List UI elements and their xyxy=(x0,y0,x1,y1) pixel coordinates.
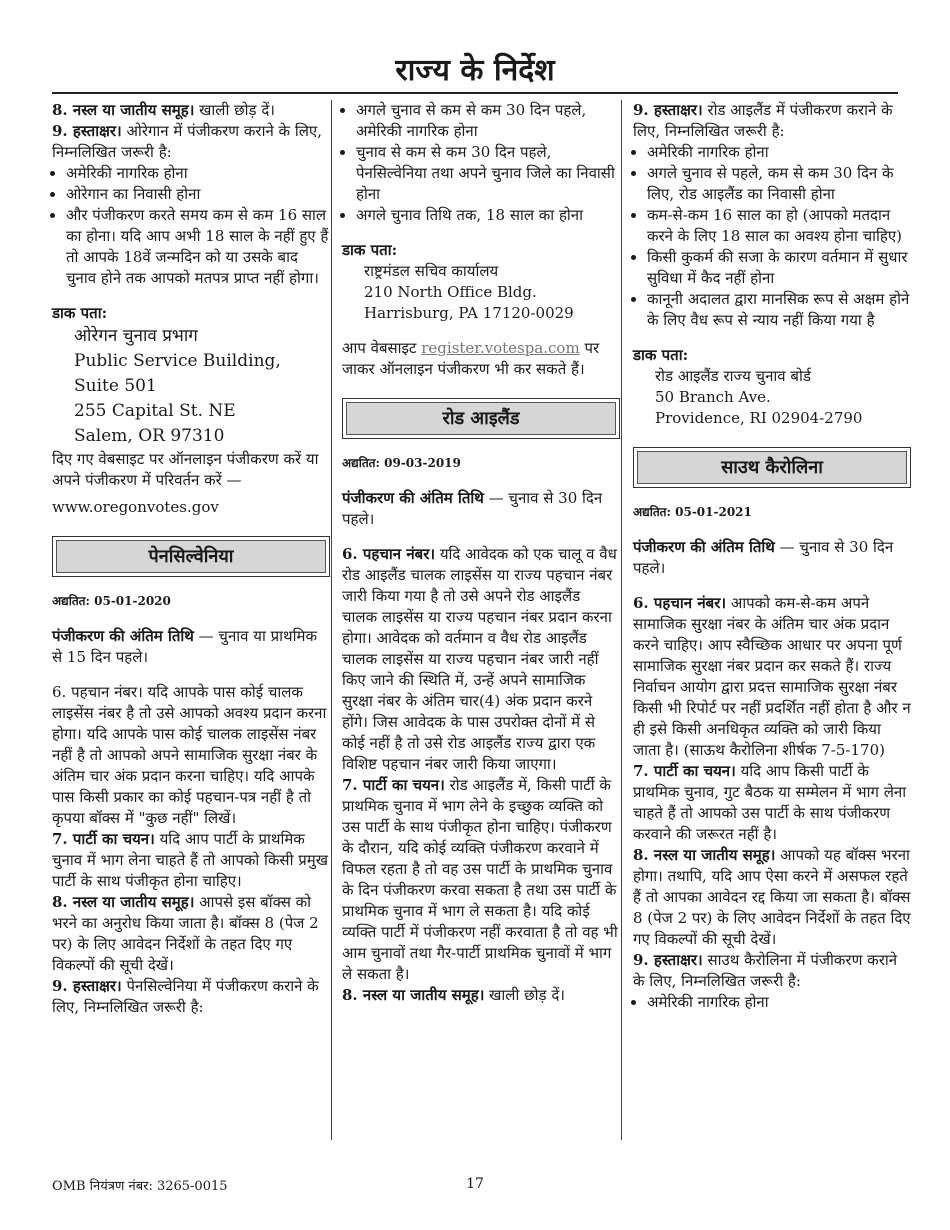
mail-address-label: डाक पता: xyxy=(633,346,689,364)
sc-race-paragraph: 8. नस्ल या जातीय समूह। आपको यह बॉक्स भरना होगा। तथापि, यदि आप ऐसा करने में असफल रहते हैं तो आपका आवेदन रद्द किया जा सकता है। बॉक्स 8 (पेज 2 पर) के लिए आवेदन निर्देशों के तहत दिए गए विकल्पों की सूची देखें। xyxy=(633,846,911,948)
ri-requirements-list xyxy=(633,142,911,331)
list-item: • अगले चुनाव से पहले, कम से कम 30 दिन के लिए, रोड आइलैंड का निवासी होना xyxy=(647,163,911,205)
oregon-signature-paragraph: 9. हस्ताक्षर। ओरेगान में पंजीकरण कराने के लिए, निम्नलिखित जरूरी है: xyxy=(52,122,322,161)
oregon-address: ओरेगन चुनाव प्रभाग Public Service Building, Suite 501 255 Capital St. NE Salem, OR 97310 xyxy=(74,326,281,446)
title-rule xyxy=(52,92,898,94)
list-item: • अमेरिकी नागरिक होना xyxy=(647,992,911,1013)
list-item: • अगले चुनाव से कम से कम 30 दिन पहले, अमेरिकी नागरिक होना xyxy=(356,100,620,142)
sc-id-paragraph: 6. पहचान नंबर। आपको कम-से-कम अपने सामाजिक सुरक्षा नंबर के अंतिम चार अंक प्रदान करने चाहिए। आप स्वैच्छिक आधार पर अपना पूर्ण सामाजिक सुरक्षा नंबर प्रदान कर सकते हैं। राज्य निर्वाचन आयोग द्वारा प्रदत्त सामाजिक सुरक्षा नंबर किसी भी रिपोर्ट पर नहीं प्रदर्शित नहीं होता है और न ही इसे किसी अनधिकृत व्यक्ति को जारी किया जाता है। (साऊथ कैरोलिना शीर्षक 7-5-170) xyxy=(633,594,911,759)
sc-party-paragraph: 7. पार्टी का चयन। यदि आप किसी पार्टी के प्राथमिक चुनाव, गुट बैठक या सम्मेलन में भाग लेना चाहते हैं तो आपको उस पार्टी के साथ पंजीकरण करवाने की जरूरत नहीं है। xyxy=(633,762,907,843)
column-divider xyxy=(331,100,332,1140)
list-item: • कानूनी अदालत द्वारा मानसिक रूप से अक्षम होने के लिए वैध रूप से न्याय नहीं किया गया है xyxy=(647,289,911,331)
state-header-pennsylvania: पेनसिल्वेनिया xyxy=(52,536,330,577)
list-item: • चुनाव से कम से कम 30 दिन पहले, पेनसिल्वेनिया तथा अपने चुनाव जिले का निवासी होना xyxy=(356,142,620,205)
updated-date: अद्यतित: 05-01-2021 xyxy=(633,505,752,519)
list-item: • ओरेगान का निवासी होना xyxy=(66,184,330,205)
pa-party-paragraph: 7. पार्टी का चयन। यदि आप पार्टी के प्राथमिक चुनाव में भाग लेना चाहते हैं तो आपको किसी प्रमुख पार्टी के साथ पंजीकृत होना चाहिए। xyxy=(52,830,328,890)
pa-id-paragraph: 6. पहचान नंबर। यदि आपके पास कोई चालक लाइसेंस नंबर है तो उसे आपको अवश्य प्रदान करना होगा। यदि आपके पास कोई चालक लाइसेंस नंबर नहीं है तो आपको अपने सामाजिक सुरक्षा नंबर के अंतिम चार अंक प्रदान करना चाहिए। यदि आपके पास किसी प्रकार का कोई पहचान-पत्र नहीं है तो कृपया बॉक्स में "कुछ नहीं" लिखें। xyxy=(52,683,327,827)
oregon-online-text: दिए गए वेबसाइट पर ऑनलाइन पंजीकरण करें या अपने पंजीकरण में परिवर्तन करें — xyxy=(52,450,319,489)
pa-address: राष्ट्रमंडल सचिव कार्यालय 210 North Office Bldg. Harrisburg, PA 17120-0029 xyxy=(364,262,574,322)
list-item: • अमेरिकी नागरिक होना xyxy=(66,163,330,184)
ri-id-paragraph: 6. पहचान नंबर। यदि आवेदक को एक चालू व वैध रोड आइलैंड चालक लाइसेंस या राज्य पहचान नंबर जारी किया गया है तो उसे अपने रोड आइलैंड चालक लाइसेंस या राज्य पहचान नंबर प्रदान करना होगा। आवेदक को वर्तमान व वैध रोड आइलैंड चालक लाइसेंस या राज्य पहचान नंबर जारी नहीं किए जाने की स्थिति में, उन्हें अपने सामाजिक सुरक्षा नंबर के अंतिम चार(4) अंक प्रदान करने होंगे। जिस आवेदक के पास उपरोक्त दोनों में से कोई नहीं है तो उसे रोड आइलैंड राज्य द्वारा एक विशिष्ट पहचान नंबर जारी किया जाएगा। xyxy=(342,545,617,773)
sc-requirements-list xyxy=(633,992,911,1013)
ri-race-paragraph: 8. नस्ल या जातीय समूह। खाली छोड़ दें। xyxy=(342,986,565,1004)
state-header-south-carolina: साउथ कैरोलिना xyxy=(633,447,911,488)
ri-signature-paragraph: 9. हस्ताक्षर। रोड आइलैंड में पंजीकरण कराने के लिए, निम्नलिखित जरूरी है: xyxy=(633,101,893,140)
page-title: राज्य के निर्देश xyxy=(395,53,555,88)
updated-date: अद्यतित: 09-03-2019 xyxy=(342,456,461,470)
mail-address-label: डाक पता: xyxy=(342,241,398,259)
ri-party-paragraph: 7. पार्टी का चयन। रोड आइलैंड में, किसी पार्टी के प्राथमिक चुनाव में भाग लेने के इच्छुक व्यक्ति को उस पार्टी के साथ पंजीकृत होना चाहिए। पंजीकरण के दौरान, यदि कोई व्यक्ति पंजीकरण करवाने में विफल रहता है तो वह उस पार्टी के प्राथमिक चुनाव के दिन पंजीकरण करवा सकता है तथा उस पार्टी के प्राथमिक चुनाव में भाग ले सकता है। यदि कोई व्यक्ति पार्टी में पंजीकरण नहीं करवाता है तो वह भी आम चुनावों तथा गैर-पार्टी प्राथमिक चुनावों में भाग ले सकता है। xyxy=(342,776,618,983)
ri-address: रोड आइलैंड राज्य चुनाव बोर्ड 50 Branch Ave. Providence, RI 02904-2790 xyxy=(655,367,863,427)
oregon-website-link[interactable]: www.oregonvotes.gov xyxy=(52,498,219,516)
mail-address-label: डाक पता: xyxy=(52,304,108,322)
state-header-rhode-island: रोड आइलैंड xyxy=(342,398,620,439)
column-1 xyxy=(52,100,330,1018)
pa-deadline: पंजीकरण की अंतिम तिथि — चुनाव या प्राथमिक से 15 दिन पहले। xyxy=(52,627,318,666)
oregon-requirements-list xyxy=(52,163,330,289)
column-3 xyxy=(633,100,911,1013)
pa-website-link[interactable]: register.votespa.com xyxy=(421,339,580,357)
list-item: • अमेरिकी नागरिक होना xyxy=(647,142,911,163)
column-2 xyxy=(342,100,620,1006)
pa-online-text: आप वेबसाइट register.votespa.com पर जाकर ऑनलाइन पंजीकरण भी कर सकते हैं। xyxy=(342,339,600,378)
pa-signature-paragraph: 9. हस्ताक्षर। पेनसिल्वेनिया में पंजीकरण कराने के लिए, निम्नलिखित जरूरी है: xyxy=(52,977,319,1016)
sc-deadline: पंजीकरण की अंतिम तिथि — चुनाव से 30 दिन पहले। xyxy=(633,538,894,577)
omb-control-number: OMB नियंत्रण नंबर: 3265-0015 xyxy=(52,1179,228,1194)
pa-requirements-list xyxy=(342,100,620,226)
list-item: • कम-से-कम 16 साल का हो (आपको मतदान करने के लिए 18 साल का अवश्य होना चाहिए) xyxy=(647,205,911,247)
oregon-race-paragraph: 8. नस्ल या जातीय समूह। खाली छोड़ दें। xyxy=(52,101,275,119)
ri-deadline: पंजीकरण की अंतिम तिथि — चुनाव से 30 दिन पहले। xyxy=(342,489,603,528)
list-item: • और पंजीकरण करते समय कम से कम 16 साल का होना। यदि आप अभी 18 साल के नहीं हुए हैं तो आपके 18वें जन्मदिन को या उसके बाद चुनाव होने तक आपको मतपत्र प्राप्त नहीं होगा। xyxy=(66,205,330,289)
list-item: • किसी कुकर्म की सजा के कारण वर्तमान में सुधार सुविधा में कैद नहीं होना xyxy=(647,247,911,289)
updated-date: अद्यतित: 05-01-2020 xyxy=(52,594,171,608)
sc-signature-paragraph: 9. हस्ताक्षर। साउथ कैरोलिना में पंजीकरण कराने के लिए, निम्नलिखित जरूरी है: xyxy=(633,951,898,990)
pa-race-paragraph: 8. नस्ल या जातीय समूह। आपसे इस बॉक्स को भरने का अनुरोध किया जाता है। बॉक्स 8 (पेज 2 पर) के लिए आवेदन निर्देशों के तहत दिए गए विकल्पों की सूची देखें। xyxy=(52,893,319,974)
page-number: 17 xyxy=(466,1176,484,1192)
list-item: • अगले चुनाव तिथि तक, 18 साल का होना xyxy=(356,205,620,226)
column-divider xyxy=(621,100,622,1140)
